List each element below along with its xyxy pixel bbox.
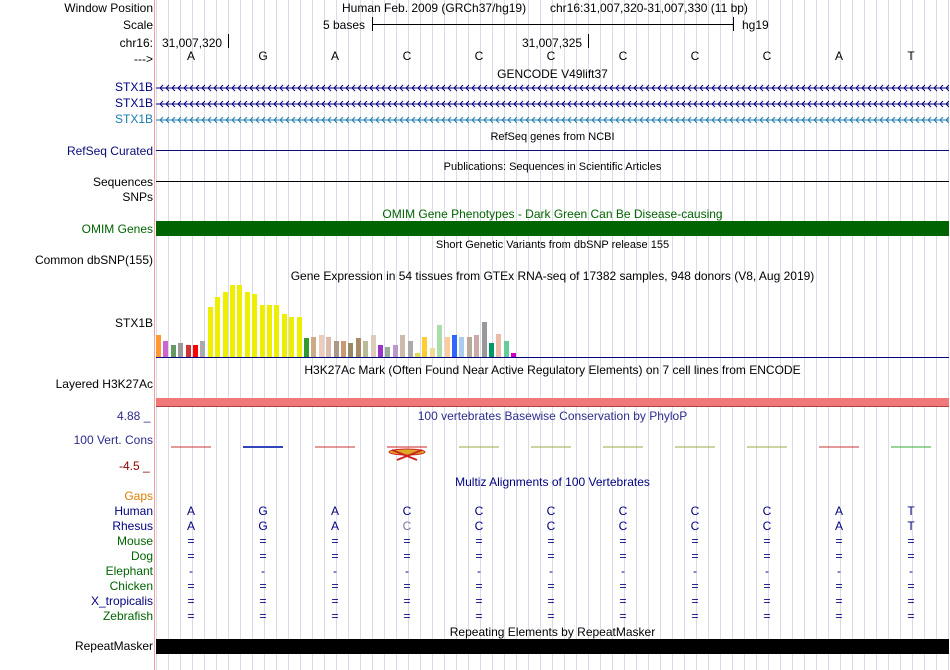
multiz-base: A [186, 519, 195, 533]
gtex-tissue-bar[interactable] [474, 335, 479, 357]
multiz-base: = [763, 549, 771, 563]
multiz-base: - [189, 564, 193, 578]
gtex-tissue-bar[interactable] [215, 297, 220, 357]
multiz-base: = [331, 549, 339, 563]
multiz-base: = [475, 534, 483, 548]
gtex-tissue-bar[interactable] [437, 325, 442, 357]
multiz-base: C [690, 519, 700, 533]
gtex-title: Gene Expression in 54 tissues from GTEx RNA-seq of 17382 samples, 948 donors (V8, Aug 2019) [290, 269, 815, 283]
gtex-baseline [156, 357, 949, 358]
multiz-base: = [907, 579, 915, 593]
base-letter: C [618, 49, 628, 63]
multiz-base: - [477, 564, 481, 578]
multiz-base: A [834, 519, 843, 533]
multiz-base: = [187, 549, 195, 563]
multiz-base: = [403, 579, 411, 593]
gtex-tissue-bar[interactable] [156, 335, 161, 357]
multiz-base: T [907, 519, 915, 533]
gencode-title: GENCODE V49lift37 [497, 67, 608, 81]
gtex-tissue-bar[interactable] [430, 348, 435, 357]
gtex-tissue-bar[interactable] [193, 345, 198, 357]
multiz-base: = [259, 609, 267, 623]
base-letter: C [546, 49, 556, 63]
gtex-tissue-bar[interactable] [445, 337, 450, 357]
gtex-tissue-bar[interactable] [393, 345, 398, 357]
base-letter: C [402, 49, 412, 63]
multiz-base: - [693, 564, 697, 578]
refseq-gene-line[interactable] [156, 150, 949, 151]
multiz-base: - [621, 564, 625, 578]
multiz-base: C [402, 504, 412, 518]
gtex-bar-chart[interactable] [156, 284, 536, 357]
gtex-tissue-bar[interactable] [178, 343, 183, 357]
multiz-base: C [762, 519, 772, 533]
gtex-tissue-bar[interactable] [385, 347, 390, 357]
multiz-base: - [261, 564, 265, 578]
multiz-base: = [475, 594, 483, 608]
h3k27ac-signal[interactable] [156, 398, 949, 406]
multiz-base: = [691, 594, 699, 608]
multiz-base: - [765, 564, 769, 578]
gtex-tissue-bar[interactable] [378, 345, 383, 357]
multiz-base: = [835, 609, 843, 623]
gtex-tissue-bar[interactable] [459, 337, 464, 357]
multiz-base: - [909, 564, 913, 578]
multiz-species-label[interactable]: Human [114, 504, 153, 518]
gtex-tissue-bar[interactable] [363, 341, 368, 357]
gtex-tissue-bar[interactable] [289, 317, 294, 357]
coord-left: 31,007,320 [162, 36, 223, 50]
multiz-base: A [186, 504, 195, 518]
multiz-base: C [546, 504, 556, 518]
multiz-base: = [547, 609, 555, 623]
multiz-species-label[interactable]: Mouse [116, 534, 153, 548]
repeatmasker-title: Repeating Elements by RepeatMasker [449, 625, 656, 639]
multiz-base: G [258, 519, 268, 533]
coord-mid-tick [588, 34, 589, 48]
position-label[interactable]: chr16:31,007,320-31,007,330 (11 bp) [550, 1, 748, 15]
phylop-min: -4.5 _ [119, 459, 150, 473]
gtex-tissue-bar[interactable] [208, 307, 213, 357]
multiz-base: = [691, 609, 699, 623]
scale-label: Scale [122, 18, 153, 32]
multiz-species-label[interactable]: Zebrafish [102, 609, 153, 623]
multiz-base: = [763, 534, 771, 548]
multiz-base: = [187, 609, 195, 623]
multiz-base: = [331, 534, 339, 548]
gtex-tissue-bar[interactable] [341, 341, 346, 357]
gtex-tissue-bar[interactable] [274, 305, 279, 357]
multiz-base: = [547, 534, 555, 548]
coord-left-tick [228, 34, 229, 48]
multiz-base: = [619, 579, 627, 593]
gtex-tissue-bar[interactable] [245, 292, 250, 357]
phylop-signal[interactable] [156, 440, 949, 462]
multiz-base: = [763, 609, 771, 623]
multiz-base: = [475, 579, 483, 593]
multiz-base: = [547, 594, 555, 608]
multiz-base: = [547, 549, 555, 563]
chrom-label: chr16: [119, 36, 153, 50]
gtex-tissue-bar[interactable] [171, 345, 176, 357]
multiz-base: = [835, 534, 843, 548]
gencode-gene-3[interactable] [156, 113, 949, 127]
multiz-species-label[interactable]: Chicken [109, 579, 153, 593]
gtex-tissue-bar[interactable] [334, 341, 339, 357]
multiz-base: A [834, 504, 843, 518]
phylop-title: 100 vertebrates Basewise Conservation by PhyloP [417, 409, 688, 423]
base-letter: T [907, 49, 915, 63]
base-letter: A [834, 49, 843, 63]
multiz-base: = [475, 549, 483, 563]
refseq-label[interactable]: RefSeq Curated [66, 144, 153, 158]
multiz-base: = [403, 534, 411, 548]
multiz-base: = [835, 594, 843, 608]
gtex-tissue-bar[interactable] [200, 341, 205, 357]
multiz-base: - [333, 564, 337, 578]
multiz-base: = [907, 534, 915, 548]
gtex-tissue-bar[interactable] [304, 338, 309, 357]
multiz-base: = [619, 594, 627, 608]
multiz-base: = [691, 534, 699, 548]
window-position-label: Window Position [64, 1, 153, 15]
gtex-tissue-bar[interactable] [319, 335, 324, 357]
multiz-title: Multiz Alignments of 100 Vertebrates [455, 475, 650, 489]
multiz-base: = [619, 549, 627, 563]
scale-bar [372, 24, 733, 25]
gtex-tissue-bar[interactable] [348, 343, 353, 357]
dbsnp-label[interactable]: Common dbSNP(155) [34, 253, 153, 267]
multiz-base: - [405, 564, 409, 578]
gtex-tissue-bar[interactable] [252, 294, 257, 357]
multiz-gaps-label[interactable]: Gaps [124, 489, 153, 503]
pubs-title: Publications: Sequences in Scientific Articles [443, 161, 662, 173]
multiz-base: = [547, 579, 555, 593]
gencode-gene-label-3[interactable]: STX1B [114, 112, 153, 126]
multiz-base: G [258, 504, 268, 518]
gtex-tissue-bar[interactable] [489, 343, 494, 357]
multiz-base: = [907, 549, 915, 563]
gtex-tissue-bar[interactable] [163, 341, 168, 357]
dbsnp-title: Short Genetic Variants from dbSNP release 155 [435, 239, 670, 251]
phylop-max: 4.88 _ [117, 409, 151, 423]
repeatmasker-label[interactable]: RepeatMasker [74, 639, 153, 653]
multiz-base: C [690, 504, 700, 518]
pubs-sequence-line[interactable] [156, 181, 949, 182]
multiz-base: C [618, 519, 628, 533]
multiz-base: = [475, 609, 483, 623]
multiz-base: = [331, 594, 339, 608]
multiz-base: C [402, 519, 412, 533]
multiz-base: = [835, 579, 843, 593]
h3k27ac-baseline [156, 406, 949, 407]
multiz-base: = [619, 609, 627, 623]
multiz-base: = [187, 534, 195, 548]
scale-bar-right-tick [733, 17, 734, 31]
gtex-tissue-bar[interactable] [267, 305, 272, 357]
gtex-tissue-bar[interactable] [326, 337, 331, 357]
gencode-gene-1[interactable] [156, 81, 949, 95]
multiz-base: = [763, 579, 771, 593]
db-label: hg19 [742, 18, 769, 32]
strand-label: ---> [134, 52, 153, 66]
multiz-base: = [259, 534, 267, 548]
multiz-base: C [546, 519, 556, 533]
gtex-gene-label[interactable]: STX1B [114, 316, 153, 330]
multiz-base: = [403, 609, 411, 623]
multiz-base: = [691, 579, 699, 593]
gtex-tissue-bar[interactable] [356, 338, 361, 357]
gtex-tissue-bar[interactable] [482, 322, 487, 357]
gtex-tissue-bar[interactable] [230, 285, 235, 357]
multiz-base: = [907, 609, 915, 623]
multiz-base: = [835, 549, 843, 563]
multiz-species-label[interactable]: X_tropicalis [90, 594, 153, 608]
gtex-tissue-bar[interactable] [260, 305, 265, 357]
omim-title: OMIM Gene Phenotypes - Dark Green Can Be Disease-causing [382, 207, 723, 221]
gtex-tissue-bar[interactable] [186, 345, 191, 357]
gtex-tissue-bar[interactable] [452, 335, 457, 357]
multiz-base: C [762, 504, 772, 518]
repeatmasker-bar[interactable] [156, 639, 949, 654]
multiz-base: A [330, 519, 339, 533]
multiz-base: = [763, 594, 771, 608]
scale-text: 5 bases [323, 18, 366, 32]
assembly-label: Human Feb. 2009 (GRCh37/hg19) [342, 1, 527, 15]
multiz-species-label[interactable]: Dog [130, 549, 153, 563]
multiz-base: C [474, 519, 484, 533]
label-divider [154, 0, 155, 670]
multiz-base: = [403, 594, 411, 608]
gtex-tissue-bar[interactable] [311, 337, 316, 357]
base-letter: C [690, 49, 700, 63]
h3k27ac-label[interactable]: Layered H3K27Ac [55, 377, 153, 391]
pubs-snps-label[interactable]: SNPs [122, 190, 153, 204]
gtex-tissue-bar[interactable] [282, 314, 287, 357]
multiz-base: C [618, 504, 628, 518]
multiz-base: = [259, 579, 267, 593]
base-letter: C [762, 49, 772, 63]
multiz-base: = [259, 594, 267, 608]
multiz-base: = [187, 594, 195, 608]
gtex-tissue-bar[interactable] [297, 317, 302, 357]
gtex-tissue-bar[interactable] [371, 335, 376, 357]
multiz-base: = [259, 549, 267, 563]
multiz-species-label[interactable]: Rhesus [112, 519, 153, 533]
multiz-base: = [403, 549, 411, 563]
gencode-gene-label-1[interactable]: STX1B [114, 80, 153, 94]
gtex-tissue-bar[interactable] [504, 341, 509, 357]
gtex-tissue-bar[interactable] [408, 341, 413, 357]
base-letter: C [474, 49, 484, 63]
gtex-tissue-bar[interactable] [400, 335, 405, 357]
gtex-tissue-bar[interactable] [467, 337, 472, 357]
multiz-species-label[interactable]: Elephant [105, 564, 153, 578]
multiz-base: = [691, 549, 699, 563]
omim-feature-bar[interactable] [156, 221, 949, 236]
phylop-label[interactable]: 100 Vert. Cons [73, 433, 153, 447]
multiz-base: - [549, 564, 553, 578]
pubs-sequences-label[interactable]: Sequences [92, 175, 153, 189]
gtex-tissue-bar[interactable] [237, 285, 242, 357]
gtex-tissue-bar[interactable] [223, 292, 228, 357]
multiz-base: = [331, 609, 339, 623]
multiz-base: = [619, 534, 627, 548]
h3k27ac-title: H3K27Ac Mark (Often Found Near Active Regulatory Elements) on 7 cell lines from ENCODE [304, 363, 801, 377]
omim-label[interactable]: OMIM Genes [81, 222, 153, 236]
multiz-base: T [907, 504, 915, 518]
gencode-gene-2[interactable] [156, 97, 949, 111]
multiz-base: = [331, 579, 339, 593]
gtex-tissue-bar[interactable] [422, 337, 427, 357]
refseq-title: RefSeq genes from NCBI [490, 131, 615, 143]
multiz-base: - [837, 564, 841, 578]
coord-mid: 31,007,325 [522, 36, 583, 50]
base-letter: G [258, 49, 268, 63]
gencode-gene-label-2[interactable]: STX1B [114, 96, 153, 110]
multiz-base: A [330, 504, 339, 518]
base-letter: A [186, 49, 195, 63]
base-letter: A [330, 49, 339, 63]
multiz-base: C [474, 504, 484, 518]
multiz-base: = [907, 594, 915, 608]
gtex-tissue-bar[interactable] [496, 334, 501, 357]
multiz-base: = [187, 579, 195, 593]
